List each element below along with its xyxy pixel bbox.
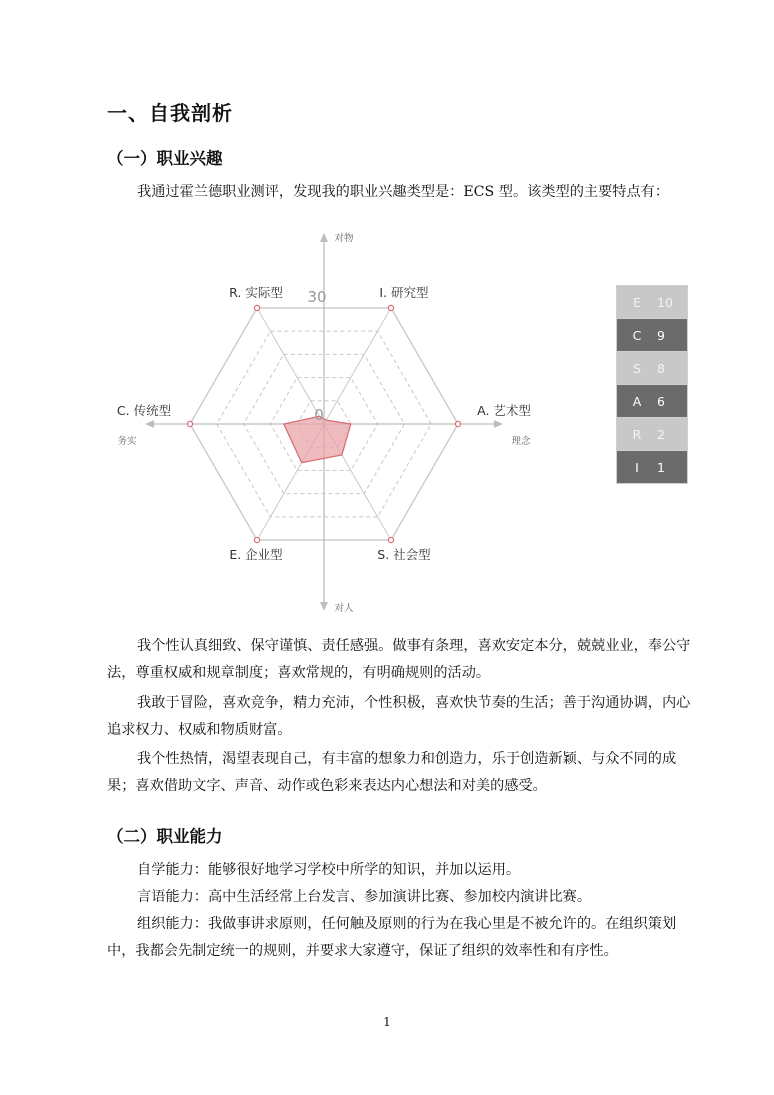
- score-value: 1: [657, 459, 665, 475]
- vertex-dot-A: [455, 421, 460, 426]
- arrow-left: [145, 420, 154, 428]
- vertex-dot-E: [254, 537, 259, 542]
- heading-career-interest: （一）职业兴趣: [107, 149, 223, 168]
- score-row-E: [617, 286, 687, 319]
- arrow-right: [494, 420, 503, 428]
- axis-label-A: A. 艺术型: [477, 403, 531, 418]
- score-code: C: [632, 327, 642, 343]
- paragraph-conventional: 我个性认真细致、保守谨慎、责任感强。做事有条理，喜欢安定本分，兢兢业业，奉公守法，尊重权威和规章制度；喜欢常规的，有明确规则的活动。: [107, 638, 691, 681]
- paragraph-artistic: 我个性热情，渴望表现自己，有丰富的想象力和创造力，乐于创造新颖、与众不同的成果；喜欢借助文字、声音、动作或色彩来表达内心想法和对美的感受。: [107, 751, 677, 794]
- score-row-R: [617, 418, 687, 451]
- score-code: I: [635, 459, 639, 475]
- vertex-dot-R: [254, 305, 259, 310]
- paragraph-verbal: 言语能力：高中生活经常上台发言、参加演讲比赛、参加校内演讲比赛。: [137, 889, 592, 905]
- score-row-S: [617, 352, 687, 385]
- score-code: R: [632, 426, 642, 442]
- score-value: 2: [657, 426, 665, 442]
- page-number: 1: [383, 1015, 391, 1029]
- score-code: S: [633, 360, 641, 376]
- spoke-I: [324, 308, 391, 424]
- intro-paragraph: 我通过霍兰德职业测评，发现我的职业兴趣类型是：ECS 型。该类型的主要特点有：: [137, 184, 670, 200]
- score-table: [616, 285, 688, 484]
- vertex-dot-S: [388, 537, 393, 542]
- score-value: 10: [657, 294, 673, 310]
- vertex-dot-C: [187, 421, 192, 426]
- score-value: 6: [657, 393, 665, 409]
- paragraph-self-learning: 自学能力：能够很好地学习学校中所学的知识，并加以运用。: [137, 862, 521, 878]
- score-row-C: [617, 319, 687, 352]
- axis-label-C: C. 传统型: [116, 403, 172, 418]
- score-value: 8: [657, 360, 665, 376]
- paragraph-organizing: 组织能力：我做事讲求原则，任何触及原则的行为在我心里是不被允许的。在组织策划中，我都会先制定统一的规则，并要求大家遵守，保证了组织的效率性和有序性。: [107, 916, 677, 959]
- tick-label-max: 30: [307, 288, 327, 306]
- arrow-top: [320, 233, 328, 242]
- direction-top: 对物: [334, 233, 354, 244]
- score-value: 9: [657, 327, 665, 343]
- axis-label-E: E. 企业型: [229, 547, 283, 562]
- direction-right: 理念: [511, 436, 531, 447]
- score-code: A: [632, 393, 642, 409]
- score-row-A: [617, 385, 687, 418]
- tick-label-zero: 0: [314, 406, 324, 424]
- vertex-dot-I: [388, 305, 393, 310]
- direction-bottom: 对人: [334, 603, 354, 614]
- axis-label-I: I. 研究型: [379, 285, 429, 300]
- score-row-I: [617, 451, 687, 483]
- axis-label-S: S. 社会型: [377, 547, 431, 562]
- arrow-bottom: [320, 602, 328, 611]
- score-code: E: [633, 294, 641, 310]
- axis-label-R: R. 实际型: [229, 285, 283, 300]
- paragraph-enterprising: 我敢于冒险，喜欢竞争，精力充沛，个性积极，喜欢快节奏的生活；善于沟通协调，内心追求权力、权威和物质财富。: [107, 695, 691, 738]
- heading-career-ability: （二）职业能力: [107, 827, 223, 846]
- direction-left: 务实: [117, 436, 137, 447]
- heading-self-analysis: 一、自我剖析: [107, 101, 233, 125]
